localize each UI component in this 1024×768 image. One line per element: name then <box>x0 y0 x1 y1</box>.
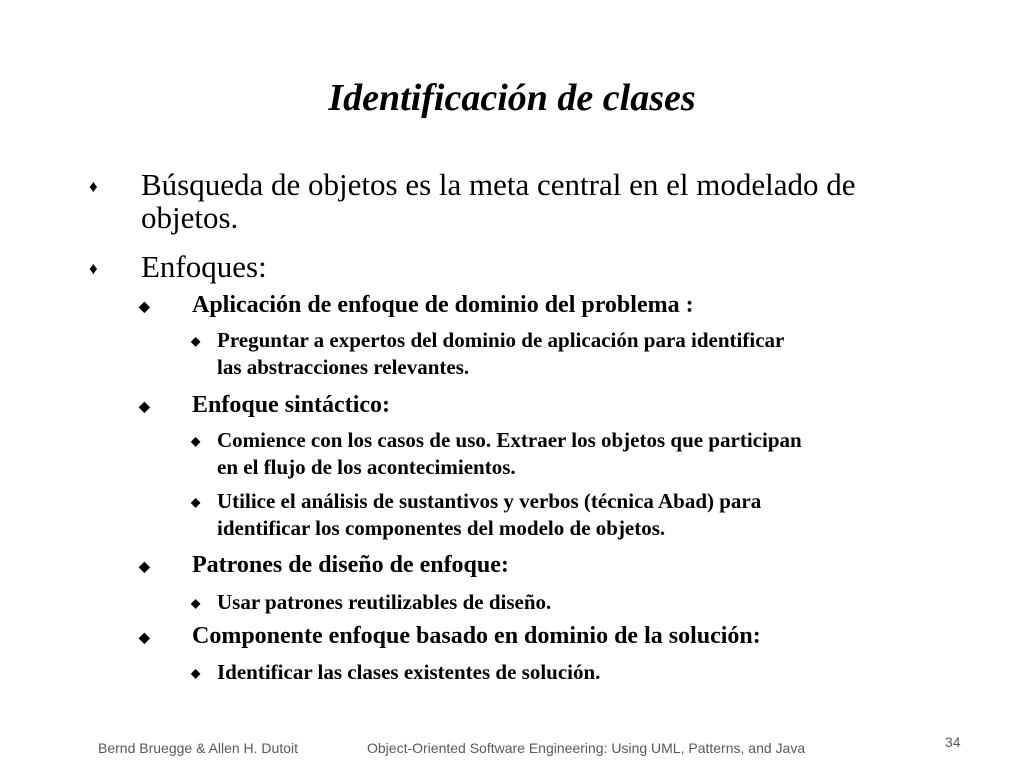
sub-sub-item-usar-patrones <box>191 589 937 616</box>
diamond-bullet-icon: ♦ <box>89 259 98 278</box>
diamond-bullet-icon: ◆ <box>139 400 150 415</box>
sub-sub-item-line: las abstracciones relevantes. <box>217 355 470 379</box>
sub-item-sintactico <box>139 392 932 419</box>
sub-sub-item-line: Identificar las clases existentes de solución. <box>217 660 601 684</box>
diamond-bullet-icon: ◆ <box>139 300 150 315</box>
diamond-bullet-icon: ♦ <box>89 177 98 196</box>
sub-sub-item-line: Usar patrones reutilizables de diseño. <box>217 590 552 614</box>
sub-sub-item-line: Utilice el análisis de sustantivos y verbos (técnica Abad) para <box>217 489 762 513</box>
sub-item-line: Patrones de diseño de enfoque: <box>192 552 509 578</box>
bullet-line: Enfoques: <box>141 249 267 284</box>
sub-item-line: Aplicación de enfoque de dominio del problema : <box>192 292 694 318</box>
diamond-bullet-icon: ◆ <box>191 495 201 509</box>
page-number: 34 <box>945 734 961 750</box>
diamond-bullet-icon: ◆ <box>139 560 150 575</box>
diamond-bullet-icon: ◆ <box>139 631 150 646</box>
sub-item-dominio-problema <box>139 292 932 319</box>
bullet-item-enfoques <box>89 249 941 284</box>
sub-sub-item-line: en el flujo de los acontecimientos. <box>217 455 516 479</box>
sub-item-line: Componente enfoque basado en dominio de la solución: <box>192 623 761 649</box>
diamond-bullet-icon: ◆ <box>191 434 201 448</box>
sub-sub-item-analisis <box>191 488 937 542</box>
sub-item-patrones <box>139 552 932 579</box>
sub-sub-item-preguntar <box>191 327 937 381</box>
footer-authors: Bernd Bruegge & Allen H. Dutoit <box>98 740 299 756</box>
bullet-line: objetos. <box>141 200 239 235</box>
bullet-line: Búsqueda de objetos es la meta central en el modelado de <box>141 167 856 202</box>
sub-sub-item-identificar-clases <box>191 659 937 686</box>
diamond-bullet-icon: ◆ <box>191 334 201 348</box>
bullet-item-busqueda <box>89 167 941 235</box>
sub-item-componente <box>139 623 932 650</box>
diamond-bullet-icon: ◆ <box>191 596 201 610</box>
sub-sub-item-line: Comience con los casos de uso. Extraer los objetos que participan <box>217 428 802 452</box>
slide-title: Identificación de clases <box>328 77 696 119</box>
sub-sub-item-line: Preguntar a expertos del dominio de aplicación para identificar <box>217 328 785 352</box>
diamond-bullet-icon: ◆ <box>191 666 201 680</box>
sub-item-line: Enfoque sintáctico: <box>192 392 390 418</box>
footer-book-title: Object-Oriented Software Engineering: Using UML, Patterns, and Java <box>367 740 806 756</box>
sub-sub-item-line: identificar los componentes del modelo de objetos. <box>217 516 666 540</box>
sub-sub-item-casos-de-uso <box>191 427 937 481</box>
